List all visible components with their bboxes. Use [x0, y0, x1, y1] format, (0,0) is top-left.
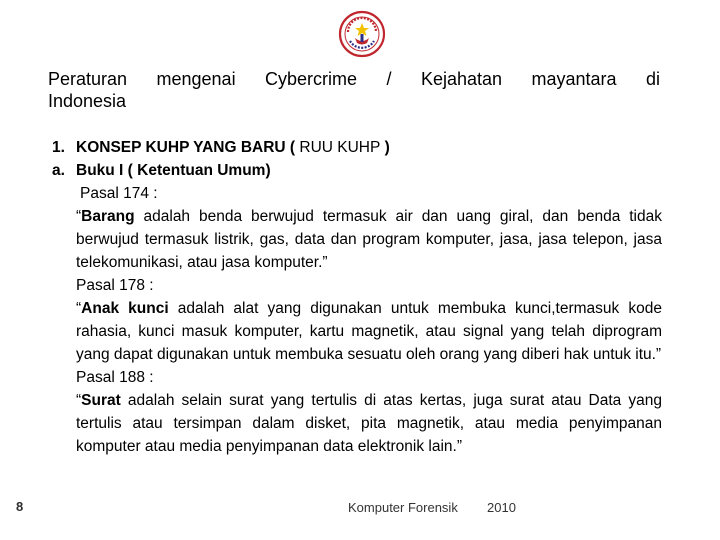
list-item-a — [48, 159, 668, 182]
slide-body — [48, 136, 668, 458]
pasal-174-term: Barang — [81, 208, 135, 225]
list-item-1-text: RUU KUHP — [295, 139, 381, 156]
title-line-1: Peraturan mengenai Cybercrime / Kejahatan mayantara di — [48, 69, 660, 89]
pasal-174-text — [48, 205, 662, 274]
pasal-174-definition: adalah benda berwujud termasuk air dan uang giral, dan benda tidak berwujud termasuk listrik, gas, data dan program komputer, jasa, jasa telepon, jasa telekomunikasi, atau jasa komputer.” — [76, 208, 662, 271]
pasal-178-text — [48, 297, 662, 366]
university-seal-icon — [338, 10, 386, 58]
list-item-1 — [48, 136, 668, 159]
pasal-178-definition: adalah alat yang digunakan untuk membuka kunci,termasuk kode rahasia, kunci masuk komputer, kartu magnetik, atau signal yang telah diprogram yang dapat digunakan untuk membuka sesuatu oleh orang yang diberi hak untuk itu.” — [76, 300, 662, 363]
list-item-1-bold-text: KONSEP KUHP YANG BARU ( — [76, 139, 296, 156]
pasal-188-term: Surat — [81, 392, 121, 409]
pasal-174-heading: Pasal 174 : — [80, 185, 158, 202]
list-item-a-number: a. — [52, 162, 65, 179]
pasal-188-heading: Pasal 188 : — [76, 369, 154, 386]
list-item-1-close: ) — [380, 139, 390, 156]
title-line-2: Indonesia — [48, 91, 127, 111]
footer-label: Komputer Forensik — [348, 500, 458, 515]
pasal-188-open-quote: “ — [76, 392, 82, 409]
list-item-1-number: 1. — [52, 139, 65, 156]
pasal-174-open-quote: “ — [76, 208, 82, 225]
page-number: 8 — [16, 499, 24, 514]
university-seal-logo — [338, 10, 386, 58]
footer-year: 2010 — [487, 500, 516, 515]
pasal-188-text — [48, 389, 662, 458]
slide-title — [48, 68, 660, 112]
list-item-a-text: Buku I ( Ketentuan Umum) — [76, 162, 271, 179]
pasal-178-term: Anak kunci — [81, 300, 169, 317]
pasal-188-definition: adalah selain surat yang tertulis di atas kertas, juga surat atau Data yang tertulis atau tersimpan dalam disket, pita magnetik, atau media penyimpanan komputer atau media penyimpanan data elektronik lain.” — [76, 392, 662, 455]
pasal-178-open-quote: “ — [76, 300, 82, 317]
pasal-178-heading: Pasal 178 : — [76, 277, 154, 294]
